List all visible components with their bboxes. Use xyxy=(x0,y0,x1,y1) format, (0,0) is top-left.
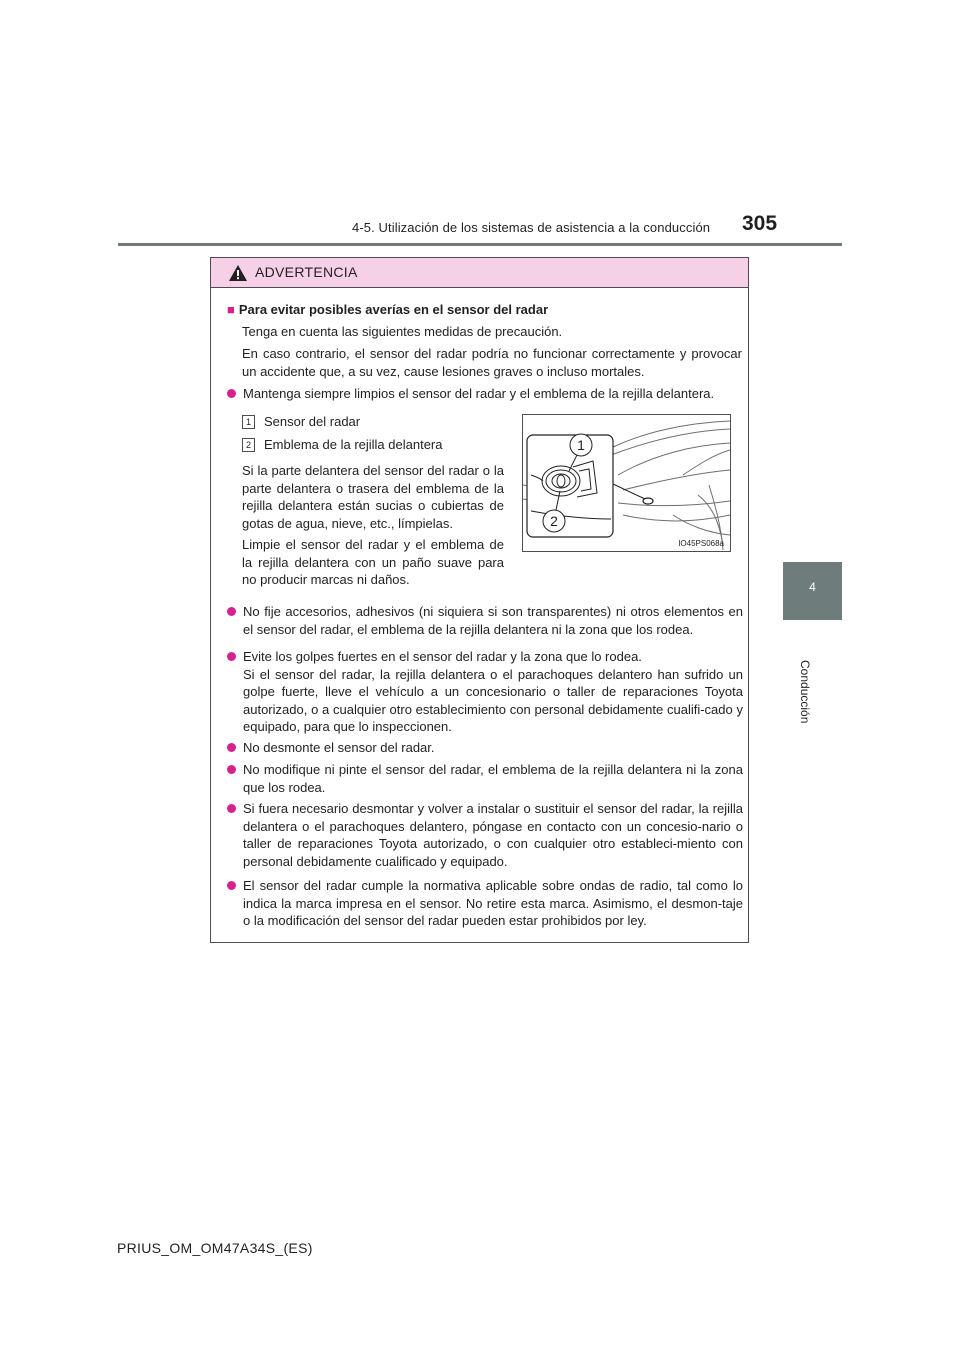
warning-title: ADVERTENCIA xyxy=(255,264,358,280)
bullet-item xyxy=(227,648,743,736)
legend-item-1 xyxy=(242,413,504,431)
bullet-text: Evite los golpes fuertes en el sensor del radar y la zona que lo rodea. xyxy=(243,649,642,664)
chapter-label: Conducción xyxy=(798,660,812,724)
intro-paragraph-2: En caso contrario, el sensor del radar podría no funcionar correctamente y provocar un accidente que, a su vez, cause lesiones graves o incluso mortales. xyxy=(242,346,742,379)
bullet-dot-icon xyxy=(227,607,236,616)
document-id: PRIUS_OM_OM47A34S_(ES) xyxy=(117,1240,313,1256)
svg-text:1: 1 xyxy=(577,437,585,453)
bullet-detail-text: Si el sensor del radar, la rejilla delantera o el parachoques delantero han sufrido un golpe fuerte, lleve el vehículo a un concesionario o taller de reparaciones Toyota autorizado, o a cualquier otro establecimiento con personal debidamente cualifi-cado y equipado, para que lo inspeccionen. xyxy=(243,666,743,734)
bullet-dot-icon xyxy=(227,743,236,752)
bullet-dot-icon xyxy=(227,652,236,661)
warning-subhead-text: Para evitar posibles averías en el sensor del radar xyxy=(238,302,549,317)
legend-label: Emblema de la rejilla delantera xyxy=(264,437,443,452)
warning-triangle-icon xyxy=(228,264,248,282)
cleaning-paragraph-2: Limpie el sensor del radar y el emblema de la rejilla delantera con un paño suave para no producir marcas ni daños. xyxy=(242,537,504,587)
intro-paragraph-1: Tenga en cuenta las siguientes medidas de precaución. xyxy=(242,324,563,339)
bullet-dot-icon xyxy=(227,389,236,398)
car-front-illustration xyxy=(523,415,730,551)
section-title: 4-5. Utilización de los sistemas de asistencia a la conducción xyxy=(352,220,711,235)
cleaning-paragraph-1: Si la parte delantera del sensor del radar o la parte delantera o trasera del emblema de la rejilla delantera están sucias o cubiertas de gotas de agua, nieve, etc., límpielas. xyxy=(242,463,504,531)
legend-number-badge: 1 xyxy=(242,415,255,429)
bullet-text: Si fuera necesario desmontar y volver a instalar o sustituir el sensor del radar, la rejilla delantera o el parachoques delantero, póngase en contacto con un concesio-nario o taller de reparaciones Toyota autorizado, o con cualquier otro estableci-miento con personal debidamente cualificado y equipado. xyxy=(243,801,743,869)
figure-code: IO45PS068a xyxy=(678,539,724,548)
bullet-text: Mantenga siempre limpios el sensor del radar y el emblema de la rejilla delantera. xyxy=(243,386,715,401)
bullet-item xyxy=(227,739,743,757)
warning-header xyxy=(211,258,748,288)
bullet-item xyxy=(227,385,743,403)
legend-label: Sensor del radar xyxy=(264,414,361,429)
bullet-text: No desmonte el sensor del radar. xyxy=(243,740,435,755)
chapter-number: 4 xyxy=(809,580,816,594)
chapter-tab[interactable] xyxy=(783,562,842,620)
bullet-item xyxy=(227,603,743,638)
radar-sensor-illustration xyxy=(522,414,731,552)
bullet-dot-icon xyxy=(227,881,236,890)
bullet-dot-icon xyxy=(227,804,236,813)
header-divider xyxy=(118,243,842,246)
bullet-text: No modifique ni pinte el sensor del radar, el emblema de la rejilla delantera ni la zona que los rodea. xyxy=(243,762,743,795)
legend-number-badge: 2 xyxy=(242,438,255,452)
bullet-text: El sensor del radar cumple la normativa aplicable sobre ondas de radio, tal como lo indica la marca impresa en el sensor. No retire esta marca. Asimismo, el desmon-taje o la modificación del sensor del radar pueden estar prohibidos por ley. xyxy=(243,878,743,928)
warning-box xyxy=(210,257,749,943)
page-number: 305 xyxy=(742,212,778,235)
bullet-text: No fije accesorios, adhesivos (ni siquiera si son transparentes) ni otros elementos en el sensor del radar, el emblema de la rejilla delantera ni la zona que los rodea. xyxy=(243,604,743,637)
bullet-item xyxy=(227,877,743,930)
legend-item-2 xyxy=(242,436,504,454)
bullet-dot-icon xyxy=(227,765,236,774)
bullet-item xyxy=(227,761,743,796)
square-bullet-icon: ■ xyxy=(227,302,235,317)
bullet-item xyxy=(227,800,743,870)
warning-subhead xyxy=(227,302,747,317)
svg-text:2: 2 xyxy=(550,513,558,529)
